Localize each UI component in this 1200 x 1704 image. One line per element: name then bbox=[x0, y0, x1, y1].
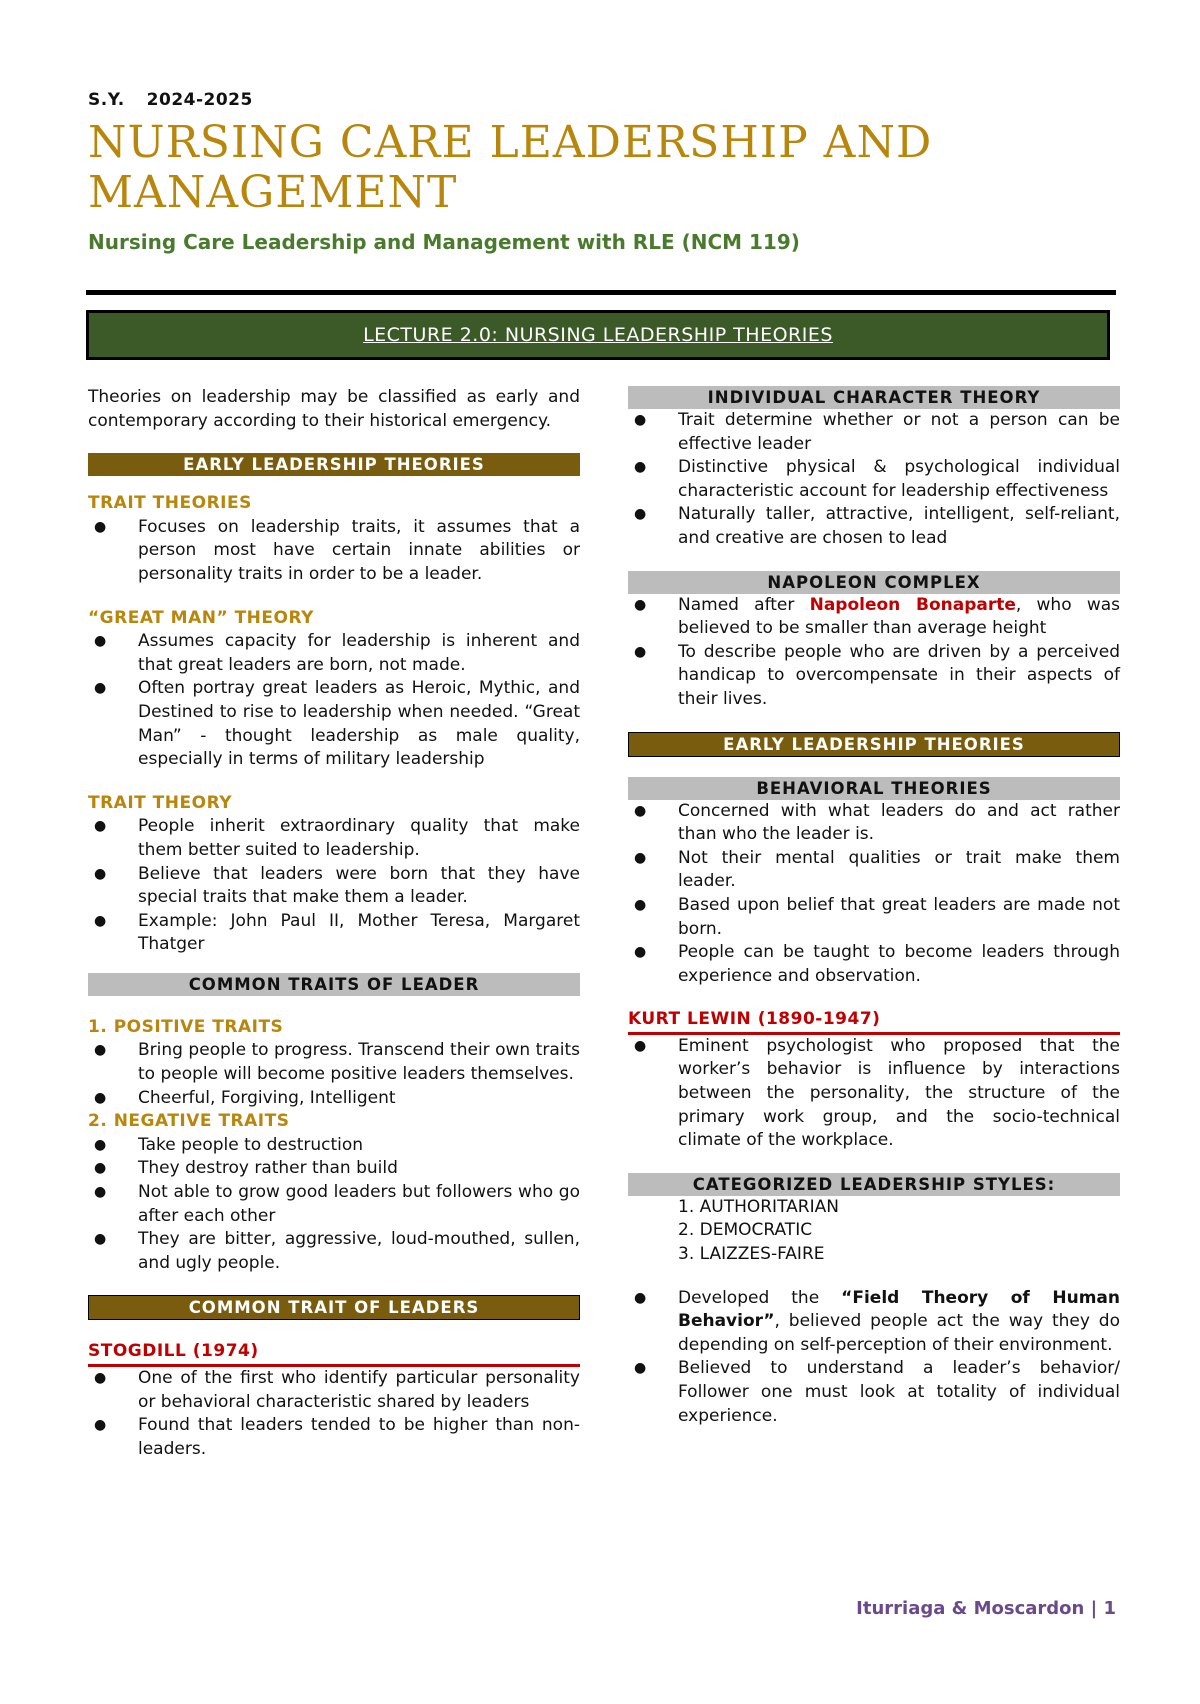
list-item: ● Take people to destruction bbox=[88, 1134, 580, 1158]
heading-trait-theories: TRAIT THEORIES bbox=[88, 493, 252, 514]
heading-positive-traits: 1. POSITIVE TRAITS bbox=[88, 1016, 284, 1037]
bullet-icon: ● bbox=[94, 912, 107, 929]
bullet-icon: ● bbox=[634, 896, 647, 913]
heading-stogdill: STOGDILL (1974) bbox=[88, 1340, 580, 1367]
list-trait-theory bbox=[88, 815, 580, 957]
bullet-icon: ● bbox=[634, 506, 647, 523]
bullet-icon: ● bbox=[634, 1037, 647, 1054]
bullet-icon: ● bbox=[634, 1360, 647, 1377]
bullet-icon: ● bbox=[94, 1136, 107, 1153]
section-bar-individual-character: INDIVIDUAL CHARACTER THEORY bbox=[628, 386, 1120, 409]
list-item: ● Eminent psychologist who proposed that the worker’s behavior is influence by interactions between the personality, the structure of the primary work group, and the socio-technical climate of the workplace. bbox=[634, 1035, 1120, 1151]
course-subtitle: Nursing Care Leadership and Management with RLE (NCM 119) bbox=[88, 230, 800, 254]
list-item: ● People can be taught to become leaders through experience and observation. bbox=[634, 942, 1120, 986]
bullet-icon: ● bbox=[94, 865, 107, 882]
bullet-icon: ● bbox=[634, 802, 647, 819]
bullet-icon: ● bbox=[634, 643, 647, 660]
list-item: ● Found that leaders tended to be higher than non-leaders. bbox=[94, 1415, 580, 1459]
list-kurt-lewin bbox=[628, 1035, 1120, 1153]
intro-paragraph: Theories on leadership may be classified as early and contemporary according to their historical emergency. bbox=[88, 387, 580, 431]
bullet-icon: ● bbox=[94, 518, 107, 535]
lecture-banner: LECTURE 2.0: NURSING LEADERSHIP THEORIES bbox=[86, 310, 1110, 360]
list-item: ● People inherit extraordinary quality that make them better suited to leadership. bbox=[94, 816, 580, 860]
list-item: ● Cheerful, Forgiving, Intelligent bbox=[88, 1087, 580, 1111]
list-napoleon bbox=[628, 594, 1120, 712]
bullet-icon: ● bbox=[634, 459, 647, 476]
divider bbox=[86, 290, 1116, 295]
list-item: ● Believed to understand a leader’s behavior/ Follower one must look at totality of individual experience. bbox=[634, 1358, 1120, 1426]
style-item: 2. DEMOCRATIC bbox=[678, 1220, 813, 1241]
list-item: ● Assumes capacity for leadership is inherent and that great leaders are born, not made. bbox=[94, 631, 580, 675]
heading-negative-traits: 2. NEGATIVE TRAITS bbox=[88, 1111, 290, 1132]
section-bar-common-trait-leaders: COMMON TRAIT OF LEADERS bbox=[88, 1295, 580, 1320]
heading-great-man: “GREAT MAN” THEORY bbox=[88, 607, 314, 628]
bullet-icon: ● bbox=[634, 849, 647, 866]
section-bar-common-traits: COMMON TRAITS OF LEADER bbox=[88, 973, 580, 996]
list-item: ● Based upon belief that great leaders are made not born. bbox=[634, 894, 1120, 939]
list-item: ● Naturally taller, attractive, intelligent, self-reliant, and creative are chosen to lead bbox=[634, 504, 1120, 548]
list-item: ● One of the first who identify particular personality or behavioral characteristic shared by leaders bbox=[94, 1368, 580, 1412]
section-bar-leadership-styles: CATEGORIZED LEADERSHIP STYLES: bbox=[628, 1173, 1120, 1196]
list-positive-traits bbox=[88, 1039, 580, 1110]
section-bar-early-theories: EARLY LEADERSHIP THEORIES bbox=[88, 453, 580, 476]
list-item: ● To describe people who are driven by a perceived handicap to overcompensate in their aspects of their lives. bbox=[634, 641, 1120, 709]
bullet-icon: ● bbox=[94, 680, 107, 697]
page-title: NURSING CARE LEADERSHIP AND MANAGEMENT bbox=[88, 117, 933, 218]
list-item: ● They destroy rather than build bbox=[88, 1157, 580, 1181]
bullet-icon: ● bbox=[634, 944, 647, 961]
list-item: ● Distinctive physical & psychological individual characteristic account for leadership effectiveness bbox=[634, 457, 1120, 501]
bullet-icon: ● bbox=[94, 1160, 107, 1177]
list-field-theory bbox=[628, 1287, 1120, 1429]
list-negative-traits bbox=[88, 1134, 580, 1276]
list-behavioral bbox=[628, 800, 1120, 989]
bullet-icon: ● bbox=[94, 1417, 107, 1434]
list-item: ● Bring people to progress. Transcend their own traits to people will become positive leaders themselves. bbox=[94, 1040, 580, 1085]
bullet-icon: ● bbox=[634, 596, 647, 613]
bullet-icon: ● bbox=[94, 633, 107, 650]
school-year: S.Y. 2024-2025 bbox=[88, 90, 253, 110]
right-column bbox=[628, 386, 1120, 1428]
bullet-icon: ● bbox=[634, 1289, 647, 1306]
list-item: ● Example: John Paul II, Mother Teresa, Margaret Thatger bbox=[94, 910, 580, 955]
bullet-icon: ● bbox=[94, 1184, 107, 1201]
list-item: ● Trait determine whether or not a person can be effective leader bbox=[634, 410, 1120, 454]
list-item: ● Developed the “Field Theory of Human Behavior”, believed people act the way they do depending on self-perception of their environment. bbox=[634, 1287, 1120, 1355]
napoleon-name: Napoleon Bonaparte bbox=[809, 594, 1016, 615]
list-stogdill bbox=[88, 1367, 580, 1461]
style-item: 1. AUTHORITARIAN bbox=[678, 1196, 839, 1217]
bullet-icon: ● bbox=[634, 412, 647, 428]
heading-trait-theory: TRAIT THEORY bbox=[88, 792, 233, 813]
list-item: ● Named after Napoleon Bonaparte, who was believed to be smaller than average height bbox=[634, 594, 1120, 639]
left-column bbox=[88, 386, 580, 1461]
list-item: ● They are bitter, aggressive, loud-mouthed, sullen, and ugly people. bbox=[94, 1229, 580, 1273]
bullet-icon: ● bbox=[94, 818, 107, 835]
section-bar-behavioral: BEHAVIORAL THEORIES bbox=[628, 777, 1120, 800]
style-item: 3. LAIZZES-FAIRE bbox=[678, 1244, 825, 1265]
list-item: ● Often portray great leaders as Heroic, Mythic, and Destined to rise to leadership when needed. “Great Man” - thought leadership as male quality, especially in terms of military leadership bbox=[94, 678, 580, 770]
section-bar-napoleon: NAPOLEON COMPLEX bbox=[628, 571, 1120, 594]
list-great-man bbox=[88, 630, 580, 772]
heading-kurt-lewin: KURT LEWIN (1890-1947) bbox=[628, 1008, 1120, 1035]
bullet-icon: ● bbox=[94, 1370, 107, 1386]
bullet-icon: ● bbox=[94, 1231, 107, 1248]
section-bar-early-theories-2: EARLY LEADERSHIP THEORIES bbox=[628, 732, 1120, 757]
field-theory-name: “Field Theory of Human Behavior” bbox=[678, 1287, 1120, 1332]
bullet-icon: ● bbox=[94, 1089, 107, 1106]
list-item: ● Not able to grow good leaders but followers who go after each other bbox=[94, 1182, 580, 1226]
list-trait-theories bbox=[88, 516, 580, 587]
list-item: ● Not their mental qualities or trait make them leader. bbox=[634, 847, 1120, 892]
page-footer: Iturriaga & Moscardon | 1 bbox=[856, 1598, 1116, 1619]
bullet-icon: ● bbox=[94, 1042, 107, 1059]
list-item: ● Focuses on leadership traits, it assumes that a person most have certain innate abilities or personality traits in order to be a leader. bbox=[94, 516, 580, 584]
list-item: ● Concerned with what leaders do and act rather than who the leader is. bbox=[634, 800, 1120, 845]
list-item: ● Believe that leaders were born that they have special traits that make them a leader. bbox=[94, 863, 580, 908]
list-individual-character bbox=[628, 409, 1120, 551]
